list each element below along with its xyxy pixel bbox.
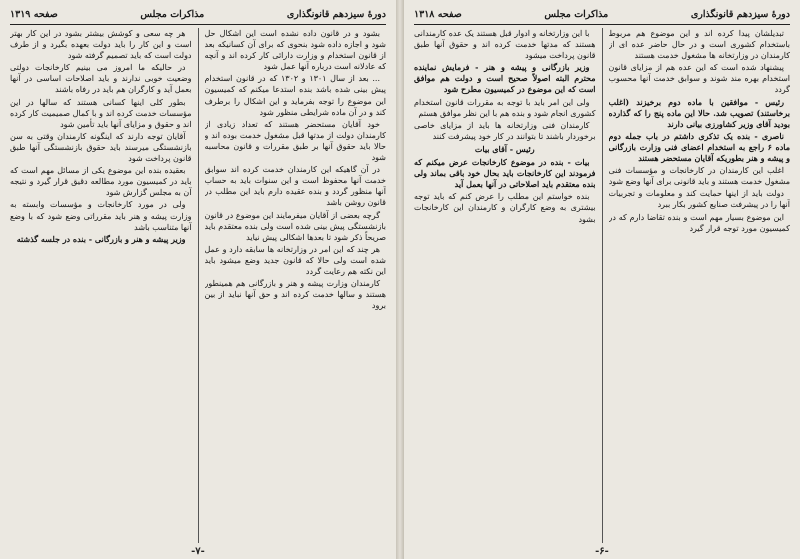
paragraph: بنده خواستم این مطلب را عرض کنم که باید توجه بیشتری به وضع کارگران و کارمندان این کارخانجات بشود	[414, 192, 596, 224]
right-columns	[414, 28, 790, 543]
paragraph: کارمندان فنی وزارتخانه ها باید از مزایای خاصی برخوردار باشند تا بتوانند در کار خود پیشرفت کنند	[414, 120, 596, 141]
left-page-left-column	[10, 28, 192, 543]
left-page-header	[10, 6, 386, 22]
left-header-rule	[10, 24, 386, 25]
paragraph: در آن گاهیکه این کارمندان خدمت کرده اند سوابق خدمت آنها محفوظ است و این سنوات باید به حساب آنها منظور گردد و بنده عقیده دارم باید این مطلب در قانون روشن باشد	[204, 165, 386, 208]
paragraph: گرچه بعضی از آقایان میفرمایند این موضوع در قانون بازنشستگی پیش بینی شده است ولی بنده معتقدم باید صریحاً ذکر شود تا بعدها اشکالی پیش نیاید	[204, 210, 386, 242]
paragraph: بعقیده بنده این موضوع یکی از مسائل مهم است که باید در کمیسیون مورد مطالعه دقیق قرار گیرد و نتیجه آن به مجلس گزارش شود	[10, 166, 192, 198]
paragraph: خود آقایان مستحضر هستند که تعداد زیادی از کارمندان دولت از مدتها قبل مشغول خدمت بوده اند و حالا باید حقوق آنها بر طبق مقررات و قانون محاسبه شود	[204, 119, 386, 163]
paragraph: این موضوع بسیار مهم است و بنده تقاضا دارم که در کمیسیون مورد توجه قرار گیرد	[608, 212, 790, 233]
paragraph: ولی در مورد کارخانجات و مؤسسات وابسته به وزارت پیشه و هنر باید مقرراتی وضع شود که با وضع آنها متناسب باشد	[10, 200, 192, 232]
left-page	[0, 0, 396, 559]
paragraph: کارمندان وزارت پیشه و هنر و بازرگانی هم همینطور هستند و سالها خدمت کرده اند و حق آنها نباید از بین برود	[204, 279, 386, 311]
speaker-line: وزیر پیشه و هنر و بازرگانی - بنده در جلسه گذشته	[16, 233, 186, 244]
left-page-number: -۷-	[191, 546, 205, 557]
right-page-left-column	[414, 28, 596, 543]
right-page-right-column	[609, 28, 791, 543]
right-page	[404, 0, 800, 559]
right-page-number: -۶-	[595, 546, 609, 557]
paragraph: بشود و در قانون داده نشده است این اشکال حل شود و اجازه داده شود بنحوی که برای آن کسانیکه بعد از قانون استخدام و وزارت دارائی کار کرده اند و آنچه که عادلانه است درباره آنها عمل شود	[204, 29, 386, 72]
paragraph: هر چه سعی و کوشش بیشتر بشود در این کار بهتر است و این کار را باید دولت بعهده بگیرد و از طرف دولت است که باید تصمیم گرفته شود	[10, 29, 192, 61]
paragraph: هر چند که این امر در وزارتخانه ها سابقه دارد و عمل شده است ولی حالا که قانون جدید وضع میشود باید این نکته هم رعایت گردد	[204, 244, 386, 276]
book-gutter	[396, 0, 404, 559]
left-columns	[10, 28, 386, 543]
left-header-session: دورهٔ سیزدهم قانونگذاری	[286, 8, 386, 20]
right-header-page: صفحه ۱۳۱۸	[414, 8, 462, 20]
paragraph: اغلب این کارمندان در کارخانجات و مؤسسات فنی مشغول خدمت هستند و باید قانونی برای آنها وضع شود	[608, 166, 790, 187]
right-header-title: مذاکرات مجلس	[544, 8, 609, 20]
speaker-line: بیات - بنده در موضوع کارخانجات عرض میکنم که فرمودند این کارخانجات باید بحال خود باقی بماند ولی بنده معتقدم باید اصلاحاتی در آنها بعمل آید	[414, 157, 596, 190]
paragraph: ... بعد از سال ۱۳۰۱ و ۱۳۰۲ که در قانون استخدام پیش بینی شده باشد بنده استدعا میکنم که کمیسیون این موضوع را توجه بفرماید و این اشکال را برطرف کند و در آن ماده شرایطی منظور شود	[204, 74, 386, 117]
right-header-rule	[414, 24, 790, 25]
paragraph: دولت باید از اینها حمایت کند و معلومات و تجربیات آنها را در پیشرفت صنایع کشور بکار ببرد	[608, 189, 790, 210]
paragraph: بطور کلی اینها کسانی هستند که سالها در این مؤسسات خدمت کرده اند و با کمال صمیمیت کار کرده اند و حقوق و مزایای آنها باید تأمین شود	[10, 97, 192, 129]
left-header-title: مذاکرات مجلس	[140, 8, 205, 20]
speaker-line: رئیس - موافقین با ماده دوم برخیزند (اغلب برخاستند) تصویب شد. حالا این ماده پنج را که گذارده بودید آقای وزیر کشاورزی بیانی دارند	[608, 96, 790, 129]
right-header-session: دورهٔ سیزدهم قانونگذاری	[690, 8, 790, 20]
paragraph: تبدیلشان پیدا کرده اند و این موضوع هم مربوط باستخدام کشوری است و در حال حاضر عده ای از کارمندان در وزارتخانه ها مشغول خدمت هستند	[608, 29, 790, 61]
column-divider	[602, 28, 603, 543]
column-divider	[198, 28, 199, 543]
paragraph: آقایان توجه دارند که اینگونه کارمندان وقتی به سن بازنشستگی میرسند باید حقوق بازنشستگی آنها طبق قانون پرداخت شود	[10, 131, 192, 164]
paragraph: پیشنهاد شده است که این عده هم از مزایای قانون استخدام بهره مند شوند و سوابق خدمت آنها محسوب گردد	[608, 63, 790, 95]
paragraph: ولی این امر باید با توجه به مقررات قانون استخدام کشوری انجام شود و بنده هم با این نظر موافق هستم	[414, 97, 596, 118]
speaker-line: ناصری - بنده یک تذکری داشتم در باب جمله دوم ماده ۶ راجع به استخدام اعضای فنی وزارت بازرگانی و پیشه و هنر بطوریکه آقایان مستحضر هستند	[608, 130, 790, 164]
left-header-page: صفحه ۱۳۱۹	[10, 8, 58, 20]
speaker-line: وزیر بازرگانی و پیشه و هنر - فرمایش نماینده محترم البته اصولاً صحیح است و دولت هم موافق است که این موضوع در کمیسیون مطرح شود	[414, 62, 596, 95]
speaker-heading: رئیس - آقای بیات	[474, 143, 535, 154]
left-page-right-column	[205, 28, 387, 543]
paragraph: با این وزارتخانه و ادوار قبل هستند یک عده کارمندانی هستند که مدتها خدمت کرده اند و حقوق آنها طبق قانون پرداخت میشود	[414, 29, 596, 61]
paragraph: در حالیکه ما امروز می بینیم کارخانجات دولتی وضعیت خوبی ندارند و باید اصلاحات اساسی در آنها بعمل آید و کارگران هم باید در رفاه باشند	[10, 63, 192, 95]
right-page-header	[414, 6, 790, 22]
